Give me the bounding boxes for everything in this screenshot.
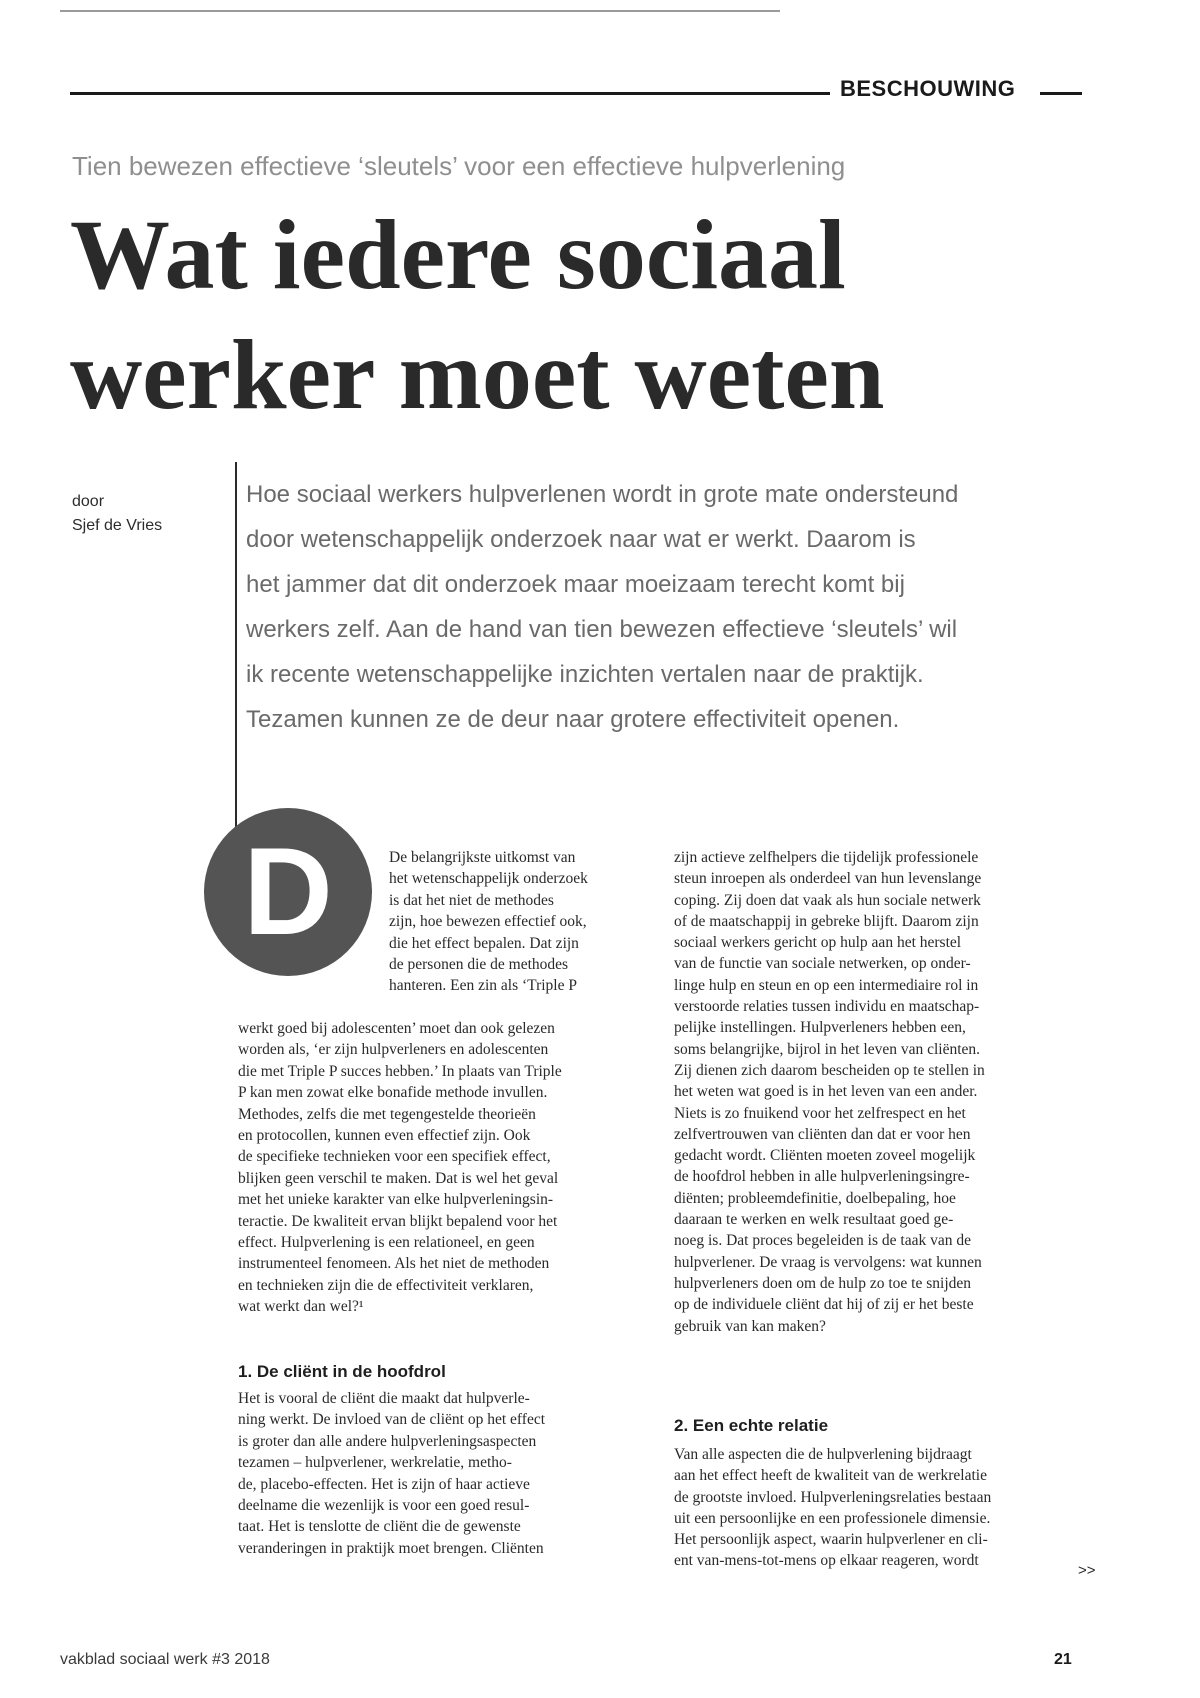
body-line: werkt goed bij adolescenten’ moet dan ook gelezen (238, 1020, 555, 1037)
footer-publication: vakblad sociaal werk #3 2018 (60, 1651, 270, 1668)
body-line: zijn, hoe bewezen effectief ook, (389, 913, 587, 931)
body-line: die met Triple P succes hebben.’ In plaats van Triple (238, 1062, 562, 1080)
body-line: is groter dan alle andere hulpverleningsaspecten (238, 1432, 537, 1450)
intro-paragraph (246, 472, 1096, 742)
body-line: hulpverleners doen om de hulp zo toe te snijden (674, 1274, 972, 1292)
body-line: worden als, ‘er zijn hulpverleners en adolescenten (238, 1041, 549, 1059)
body-line: de hoofdrol hebben in alle hulpverleningsingre- (674, 1168, 970, 1186)
body-line: coping. Zij doen dat vaak als hun sociale netwerk (674, 891, 981, 909)
section-rule-end (1040, 92, 1082, 95)
body-line: taat. Het is tenslotte de cliënt die de gewenste (238, 1518, 521, 1536)
body-line: Zij dienen zich daarom bescheiden op te stellen in (674, 1061, 985, 1079)
section-1-body (238, 1388, 545, 1559)
body-line: diënten; probleemdefinitie, doelbepaling, hoe (674, 1189, 956, 1207)
body-line: daaraan te werken en welk resultaat goed ge- (674, 1211, 954, 1229)
body-line: gebruik van kan maken? (674, 1317, 826, 1335)
continued-marker: >> (1078, 1562, 1096, 1579)
body-line: gedacht wordt. Cliënten moeten zoveel mogelijk (674, 1147, 976, 1165)
intro-line: ik recente wetenschappelijke inzichten vertalen naar de praktijk. (246, 661, 924, 688)
body-line: instrumenteel fenomeen. Als het niet de methoden (238, 1255, 550, 1273)
intro-line: door wetenschappelijk onderzoek naar wat er werkt. Daarom is (246, 526, 916, 553)
dropcap-circle (204, 808, 372, 976)
dropcap-letter: D (243, 823, 333, 961)
body-line: het wetenschappelijk onderzoek (389, 870, 588, 888)
body-line: het weten wat goed is in het leven van een ander. (674, 1083, 978, 1101)
body-line: aan het effect heeft de kwaliteit van de werkrelatie (674, 1467, 987, 1485)
body-line: P kan men zowat elke bonafide methode invullen. (238, 1084, 548, 1102)
body-line: uit een persoonlijke en een professionele dimensie. (674, 1509, 991, 1527)
body-line: ent van-mens-tot-mens op elkaar reageren, wordt (674, 1552, 979, 1570)
intro-line: werkers zelf. Aan de hand van tien bewezen effectieve ‘sleutels’ wil (246, 616, 958, 643)
body-line: Niets is zo fnuikend voor het zelfrespect en het (674, 1104, 966, 1122)
body-line: deelname die wezenlijk is voor een goed resul- (238, 1497, 530, 1515)
body-line: zelfvertrouwen van cliënten dan dat er voor hen (674, 1125, 971, 1143)
left-column-opening (389, 847, 588, 997)
body-line: de grootste invloed. Hulpverleningsrelaties bestaan (674, 1488, 992, 1506)
body-line: De belangrijkste uitkomst van (389, 849, 576, 866)
body-line: Methodes, zelfs die met tegengestelde theorieën (238, 1105, 536, 1123)
section-2-body (674, 1444, 991, 1572)
section-heading-relationship: 2. Een echte relatie (674, 1416, 829, 1435)
body-line: Het is vooral de cliënt die maakt dat hulpverle- (238, 1390, 530, 1407)
body-line: veranderingen in praktijk moet brengen. Cliënten (238, 1539, 544, 1557)
body-line: verstoorde relaties tussen individu en maatschap- (674, 998, 980, 1016)
body-line: die het effect bepalen. Dat zijn (389, 934, 579, 952)
intro-rule (235, 462, 237, 842)
body-line: sociaal werkers gericht op hulp aan het herstel (674, 934, 962, 952)
section-label: BESCHOUWING (840, 76, 1016, 101)
body-line: en protocollen, kunnen even effectief zijn. Ook (238, 1127, 531, 1145)
body-line: de, placebo-effecten. Het is zijn of haar actieve (238, 1475, 530, 1493)
article-subtitle: Tien bewezen effectieve ‘sleutels’ voor een effectieve hulpverlening (72, 151, 846, 181)
body-line: noeg is. Dat proces begeleiden is de taak van de (674, 1232, 971, 1250)
intro-line: Hoe sociaal werkers hulpverlenen wordt in grote mate ondersteund (246, 481, 959, 508)
body-line: blijken geen verschil te maken. Dat is wel het geval (238, 1169, 559, 1187)
intro-line: Tezamen kunnen ze de deur naar grotere effectiviteit openen. (246, 706, 900, 733)
body-line: wat werkt dan wel?¹ (238, 1298, 364, 1316)
body-line: linge hulp en steun en op een intermediaire rol in (674, 976, 979, 994)
article-title (70, 195, 1150, 435)
intro-line: het jammer dat dit onderzoek maar moeizaam terecht komt bij (246, 571, 905, 598)
body-line: zijn actieve zelfhelpers die tijdelijk professionele (674, 849, 979, 866)
body-line: Van alle aspecten die de hulpverlening bijdraagt (674, 1446, 972, 1463)
body-line: tezamen – hulpverlener, werkrelatie, metho- (238, 1454, 512, 1472)
body-line: of de maatschappij in gebreke blijft. Daarom zijn (674, 912, 979, 930)
byline-prefix: door (72, 493, 105, 510)
left-column-body (238, 1018, 562, 1318)
body-line: de specifieke technieken voor een specifiek effect, (238, 1148, 551, 1166)
body-line: en technieken zijn die de effectiviteit verklaren, (238, 1276, 534, 1294)
title-line: Wat iedere sociaal (70, 199, 846, 310)
body-line: is dat het niet de methodes (389, 891, 554, 909)
scan-edge-line (60, 10, 780, 12)
title-line: werker moet weten (70, 319, 885, 430)
body-line: van de functie van sociale netwerken, op onder- (674, 955, 971, 973)
byline (72, 490, 162, 538)
body-line: teractie. De kwaliteit ervan blijkt bepalend voor het (238, 1212, 558, 1230)
right-column-body (674, 847, 985, 1337)
body-line: hanteren. Een zin als ‘Triple P (389, 977, 577, 995)
section-heading-client: 1. De cliënt in de hoofdrol (238, 1362, 446, 1381)
body-line: de personen die de methodes (389, 956, 569, 974)
body-line: hulpverlener. De vraag is vervolgens: wat kunnen (674, 1253, 982, 1271)
body-line: effect. Hulpverlening is een relationeel, en geen (238, 1234, 535, 1252)
body-line: soms belangrijke, bijrol in het leven van cliënten. (674, 1040, 981, 1058)
body-line: Het persoonlijk aspect, waarin hulpverlener en cli- (674, 1531, 988, 1549)
body-line: ning werkt. De invloed van de cliënt op het effect (238, 1411, 546, 1429)
section-rule (70, 92, 830, 95)
body-line: steun inroepen als onderdeel van hun levenslange (674, 870, 982, 888)
body-line: pelijke instellingen. Hulpverleners hebben een, (674, 1019, 966, 1037)
author-name: Sjef de Vries (72, 517, 163, 534)
body-line: met het unieke karakter van elke hulpverleningsin- (238, 1191, 554, 1209)
page-number: 21 (1054, 1651, 1072, 1668)
body-line: op de individuele cliënt dat hij of zij er het beste (674, 1296, 974, 1314)
